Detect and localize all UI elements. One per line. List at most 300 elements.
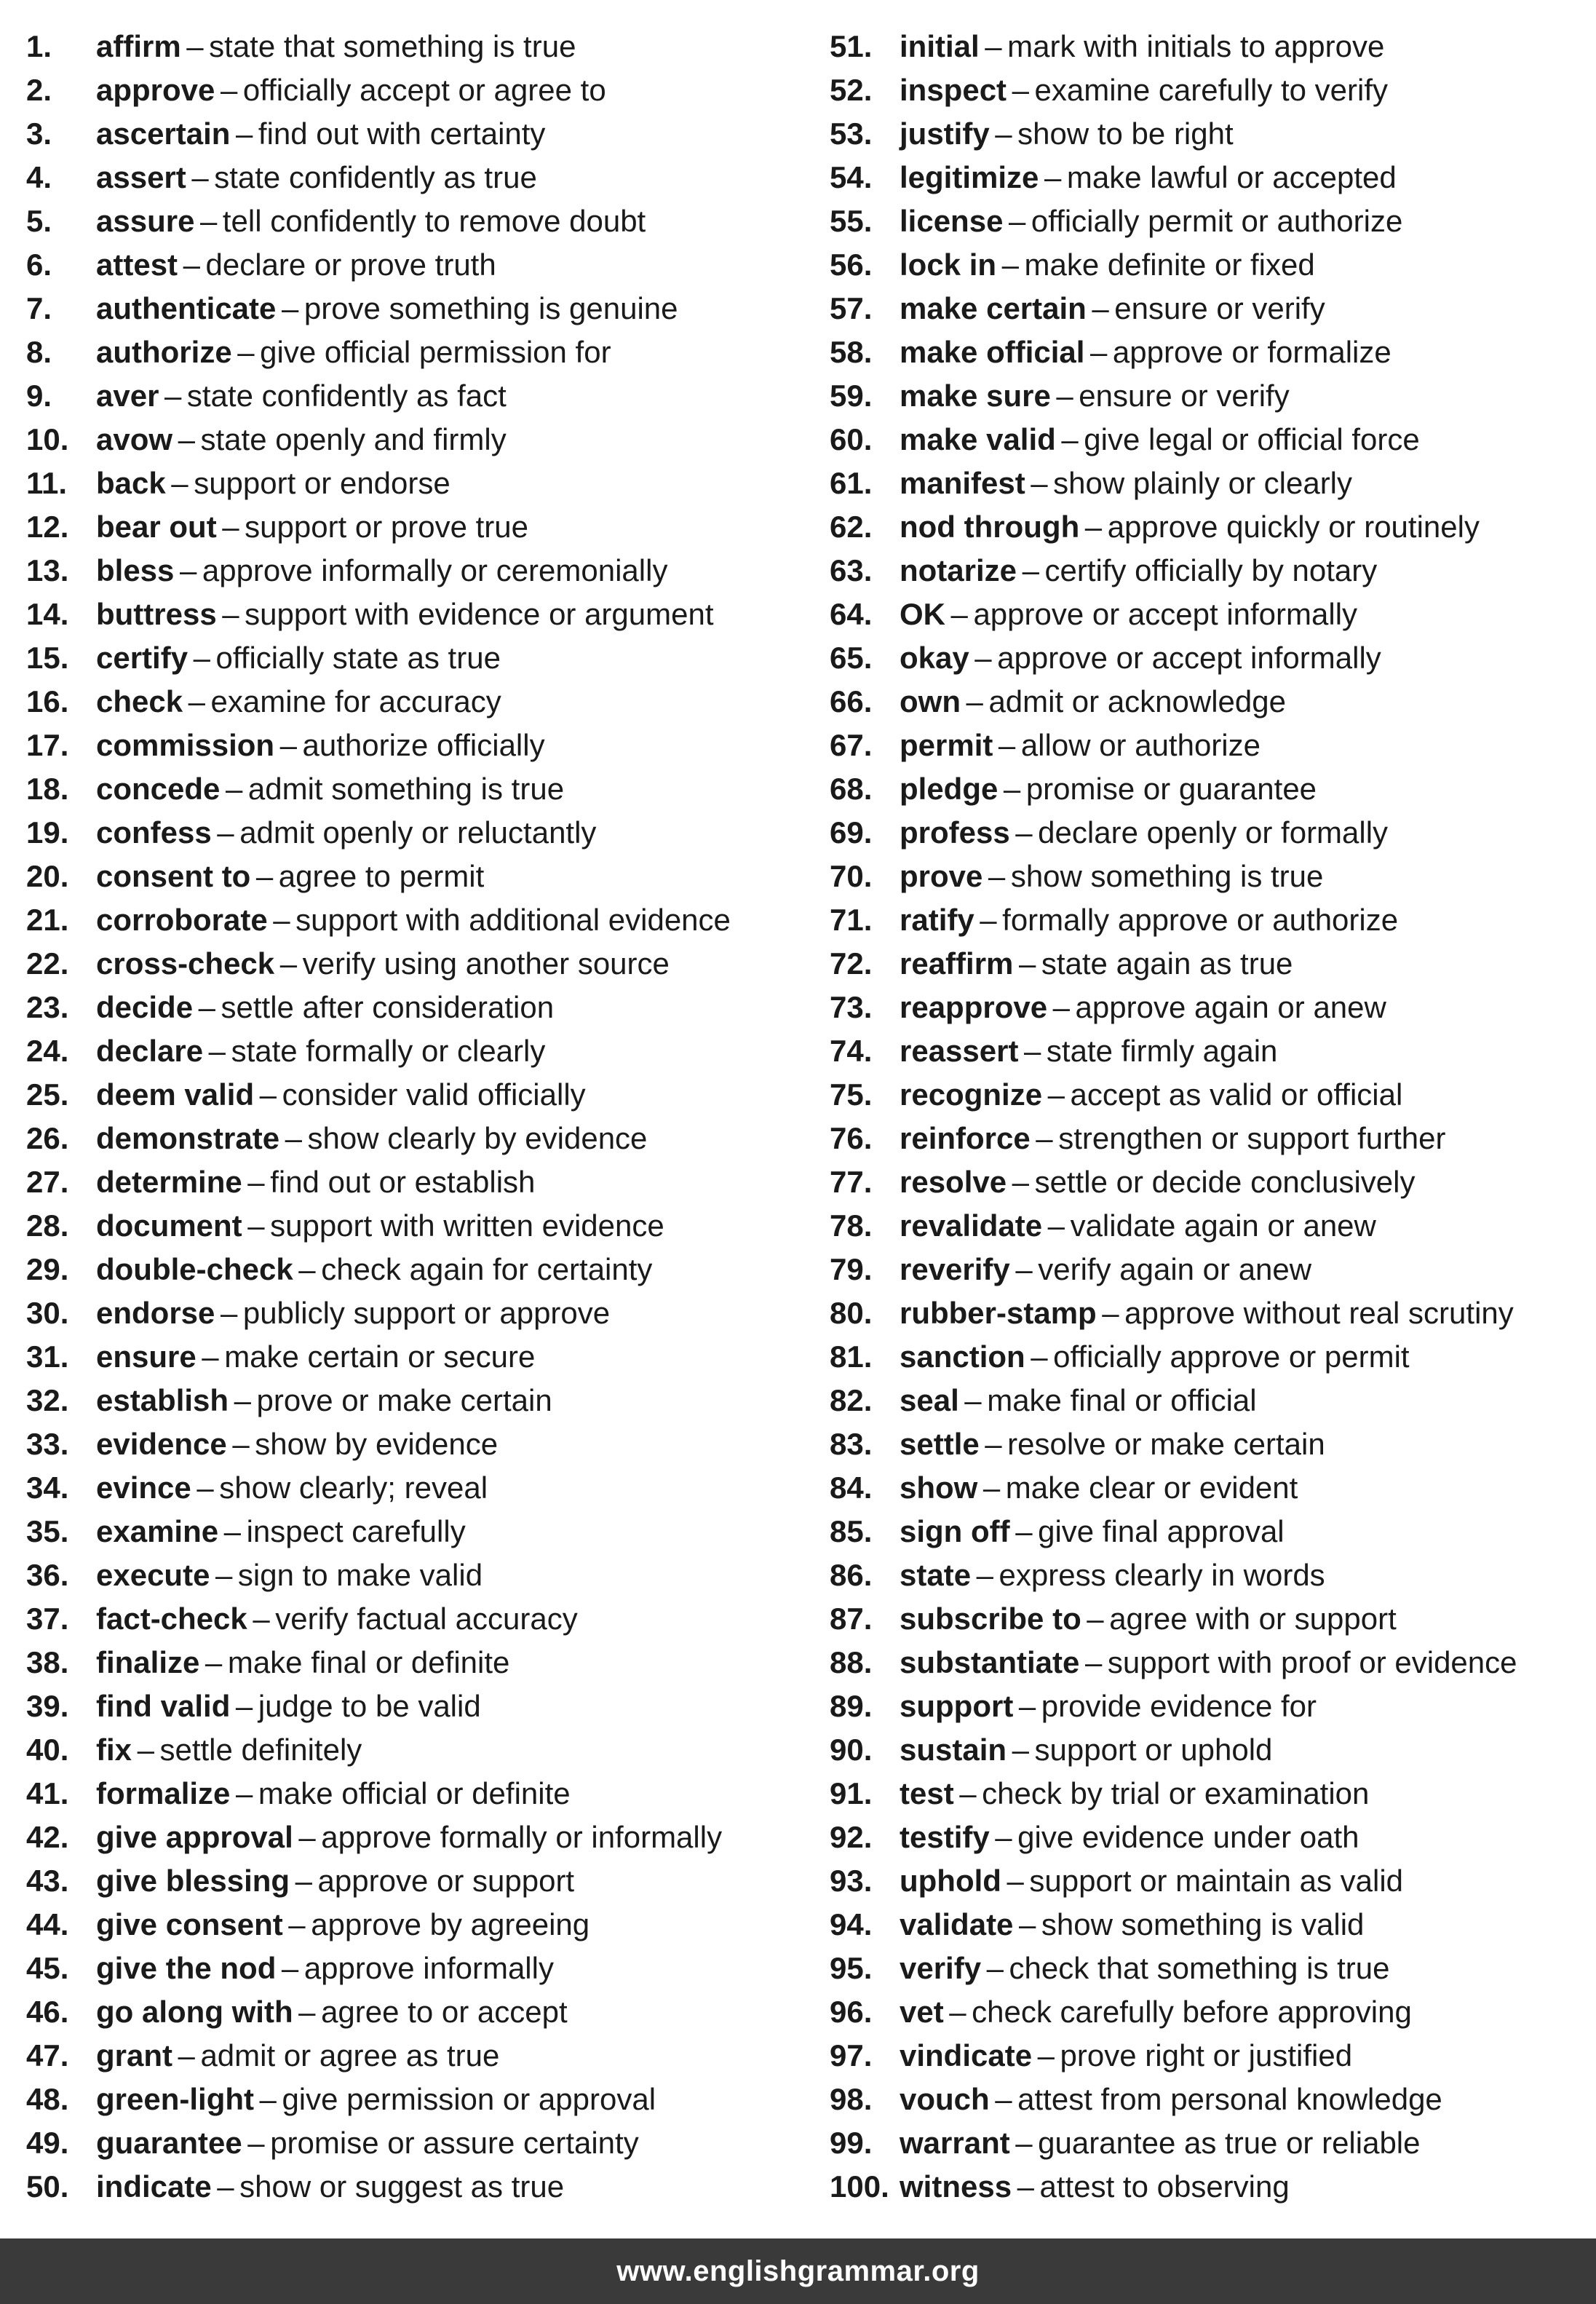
item-number: 74. xyxy=(830,1034,873,1068)
item-term: certify xyxy=(96,641,188,675)
item-number: 71. xyxy=(830,903,873,937)
item-body xyxy=(96,1117,647,1160)
item-number: 39. xyxy=(26,1689,69,1723)
item-body xyxy=(900,418,1420,462)
list-item xyxy=(830,199,1596,243)
item-term: give approval xyxy=(96,1820,293,1854)
item-definition: attest to observing xyxy=(1039,2169,1290,2204)
item-term: notarize xyxy=(900,553,1017,587)
item-body xyxy=(96,1204,664,1248)
item-definition: approve again or anew xyxy=(1075,990,1386,1024)
item-definition: show plainly or clearly xyxy=(1053,466,1353,500)
item-term: bear out xyxy=(96,510,217,544)
item-definition: show by evidence xyxy=(255,1427,499,1461)
item-term: formalize xyxy=(96,1776,231,1810)
item-number: 19. xyxy=(26,815,69,850)
item-term: nod through xyxy=(900,510,1080,544)
item-term: assure xyxy=(96,204,195,238)
item-definition: ensure or verify xyxy=(1114,291,1325,325)
item-definition: make lawful or accepted xyxy=(1066,160,1397,194)
item-number: 83. xyxy=(830,1427,873,1461)
item-separator: – xyxy=(215,1558,233,1592)
item-separator: – xyxy=(1022,553,1039,587)
item-term: own xyxy=(900,684,961,718)
item-separator: – xyxy=(1084,1645,1103,1679)
item-body xyxy=(900,1947,1389,1990)
item-number: 51. xyxy=(830,29,873,63)
item-term: rubber-stamp xyxy=(900,1296,1097,1330)
list-item xyxy=(830,898,1596,942)
item-body xyxy=(900,1816,1359,1859)
item-separator: – xyxy=(1001,248,1019,282)
item-term: evidence xyxy=(96,1427,227,1461)
item-separator: – xyxy=(298,1820,316,1854)
list-item xyxy=(830,418,1596,462)
item-term: grant xyxy=(96,2038,172,2073)
item-body xyxy=(96,1816,722,1859)
item-number: 66. xyxy=(830,684,873,718)
item-separator: – xyxy=(259,1077,277,1112)
item-number: 59. xyxy=(830,379,873,413)
item-body xyxy=(96,1947,554,1990)
item-number: 3. xyxy=(26,116,52,151)
item-number: 44. xyxy=(26,1907,69,1941)
list-item xyxy=(26,1990,812,2034)
list-item xyxy=(830,2165,1596,2209)
item-number: 49. xyxy=(26,2126,69,2160)
item-term: examine xyxy=(96,1514,219,1548)
item-body xyxy=(96,1291,610,1335)
item-body xyxy=(96,1685,481,1728)
item-term: reaffirm xyxy=(900,946,1014,981)
item-separator: – xyxy=(285,1121,302,1155)
item-body xyxy=(900,1859,1403,1903)
item-number: 79. xyxy=(830,1252,873,1286)
item-body xyxy=(96,287,678,330)
item-number: 36. xyxy=(26,1558,69,1592)
list-item xyxy=(26,243,812,287)
item-number: 97. xyxy=(830,2038,873,2073)
item-definition: admit something is true xyxy=(247,772,565,806)
item-definition: publicly support or approve xyxy=(242,1296,611,1330)
item-separator: – xyxy=(247,1165,265,1199)
item-term: reinforce xyxy=(900,1121,1031,1155)
item-term: attest xyxy=(96,248,178,282)
item-term: make valid xyxy=(900,422,1056,456)
item-number: 99. xyxy=(830,2126,873,2160)
item-term: find valid xyxy=(96,1689,231,1723)
list-item xyxy=(830,243,1596,287)
item-number: 20. xyxy=(26,859,69,893)
item-separator: – xyxy=(1087,1602,1104,1636)
item-separator: – xyxy=(1015,1252,1033,1286)
item-number: 95. xyxy=(830,1951,873,1985)
item-term: sanction xyxy=(900,1339,1025,1374)
item-separator: – xyxy=(1061,422,1079,456)
item-body xyxy=(96,986,554,1029)
item-definition: strengthen or support further xyxy=(1058,1121,1446,1155)
item-body xyxy=(900,1117,1446,1160)
list-item xyxy=(830,1816,1596,1859)
item-body xyxy=(96,724,545,767)
item-separator: – xyxy=(985,1427,1002,1461)
item-separator: – xyxy=(995,116,1012,151)
item-number: 23. xyxy=(26,990,69,1024)
item-definition: prove or make certain xyxy=(256,1383,552,1417)
item-term: OK xyxy=(900,597,945,631)
item-separator: – xyxy=(1090,335,1108,369)
item-body xyxy=(900,68,1388,112)
list-item xyxy=(26,1772,812,1816)
item-term: legitimize xyxy=(900,160,1039,194)
list-item xyxy=(26,593,812,636)
item-body xyxy=(900,1772,1369,1816)
item-term: aver xyxy=(96,379,159,413)
item-body xyxy=(96,636,501,680)
item-number: 40. xyxy=(26,1733,69,1767)
item-term: manifest xyxy=(900,466,1025,500)
item-number: 35. xyxy=(26,1514,69,1548)
item-definition: declare or prove truth xyxy=(205,248,496,282)
item-separator: – xyxy=(1084,510,1103,544)
list-item xyxy=(830,462,1596,505)
list-item xyxy=(26,68,812,112)
item-body xyxy=(96,1859,574,1903)
list-item xyxy=(26,199,812,243)
item-body xyxy=(900,1029,1277,1073)
item-term: confess xyxy=(96,815,212,850)
item-definition: approve informally or ceremonially xyxy=(202,553,668,587)
item-term: double-check xyxy=(96,1252,293,1286)
item-term: give consent xyxy=(96,1907,283,1941)
item-definition: state again as true xyxy=(1041,946,1293,981)
list-item xyxy=(26,1466,812,1510)
item-separator: – xyxy=(1017,2169,1034,2204)
list-item xyxy=(26,680,812,724)
list-item xyxy=(26,1117,812,1160)
list-item xyxy=(830,724,1596,767)
item-body xyxy=(900,1990,1412,2034)
item-definition: officially approve or permit xyxy=(1053,1339,1410,1374)
item-body xyxy=(96,549,667,593)
item-separator: – xyxy=(995,2082,1012,2116)
list-item xyxy=(830,1291,1596,1335)
item-separator: – xyxy=(220,1296,238,1330)
item-separator: – xyxy=(235,1776,253,1810)
item-definition: formally approve or authorize xyxy=(1002,903,1399,937)
item-term: warrant xyxy=(900,2126,1010,2160)
item-number: 29. xyxy=(26,1252,69,1286)
item-separator: – xyxy=(193,641,210,675)
list-item xyxy=(830,1117,1596,1160)
item-number: 100. xyxy=(830,2169,889,2204)
item-separator: – xyxy=(1056,379,1073,413)
item-body xyxy=(900,2165,1290,2209)
item-separator: – xyxy=(217,2169,234,2204)
item-term: authenticate xyxy=(96,291,277,325)
item-number: 87. xyxy=(830,1602,873,1636)
item-separator: – xyxy=(202,1339,219,1374)
item-definition: make final or definite xyxy=(227,1645,510,1679)
item-body xyxy=(96,1379,552,1422)
list-item xyxy=(26,855,812,898)
item-number: 27. xyxy=(26,1165,69,1199)
item-separator: – xyxy=(198,990,215,1024)
item-term: reapprove xyxy=(900,990,1048,1024)
item-number: 33. xyxy=(26,1427,69,1461)
item-body xyxy=(96,811,596,855)
list-item xyxy=(26,2078,812,2121)
item-term: sustain xyxy=(900,1733,1007,1767)
item-body xyxy=(96,855,484,898)
item-separator: – xyxy=(247,2126,265,2160)
item-body xyxy=(96,25,576,68)
item-definition: make clear or evident xyxy=(1005,1470,1298,1505)
item-definition: accept as valid or official xyxy=(1070,1077,1403,1112)
item-number: 6. xyxy=(26,248,52,282)
item-separator: – xyxy=(1018,1689,1036,1723)
list-item xyxy=(830,680,1596,724)
item-number: 9. xyxy=(26,379,52,413)
list-item xyxy=(830,1422,1596,1466)
list-item xyxy=(830,1073,1596,1117)
item-term: go along with xyxy=(96,1995,293,2029)
item-definition: verify factual accuracy xyxy=(275,1602,578,1636)
item-term: finalize xyxy=(96,1645,200,1679)
list-item xyxy=(830,1335,1596,1379)
item-term: testify xyxy=(900,1820,990,1854)
item-term: avow xyxy=(96,422,173,456)
item-term: cross-check xyxy=(96,946,275,981)
item-term: state xyxy=(900,1558,972,1592)
item-number: 60. xyxy=(830,422,873,456)
item-body xyxy=(900,1685,1317,1728)
item-number: 13. xyxy=(26,553,69,587)
item-number: 78. xyxy=(830,1208,873,1243)
item-definition: examine carefully to verify xyxy=(1034,73,1389,107)
item-separator: – xyxy=(1015,1514,1033,1548)
item-body xyxy=(96,680,501,724)
item-term: support xyxy=(900,1689,1014,1723)
item-body xyxy=(900,1903,1364,1947)
list-item xyxy=(26,330,812,374)
item-term: pledge xyxy=(900,772,999,806)
item-term: inspect xyxy=(900,73,1007,107)
item-definition: show clearly by evidence xyxy=(307,1121,648,1155)
item-definition: give official permission for xyxy=(260,335,611,369)
item-number: 46. xyxy=(26,1995,69,2029)
item-term: lock in xyxy=(900,248,997,282)
list-item xyxy=(830,1510,1596,1553)
item-separator: – xyxy=(1047,1208,1065,1243)
item-number: 86. xyxy=(830,1558,873,1592)
list-item xyxy=(26,1379,812,1422)
item-definition: state that something is true xyxy=(209,29,576,63)
item-separator: – xyxy=(273,903,290,937)
list-item xyxy=(830,1947,1596,1990)
item-body xyxy=(900,1422,1325,1466)
item-term: document xyxy=(96,1208,242,1243)
item-definition: tell confidently to remove doubt xyxy=(222,204,646,238)
item-definition: judge to be valid xyxy=(258,1689,481,1723)
item-body xyxy=(96,1990,568,2034)
list-item xyxy=(830,1859,1596,1903)
item-separator: – xyxy=(253,1602,270,1636)
item-definition: approve informally xyxy=(303,1951,554,1985)
item-definition: find out or establish xyxy=(270,1165,536,1199)
list-item xyxy=(830,593,1596,636)
list-item xyxy=(830,986,1596,1029)
item-body xyxy=(96,418,507,462)
list-item xyxy=(830,68,1596,112)
item-number: 50. xyxy=(26,2169,69,2204)
item-separator: – xyxy=(1092,291,1109,325)
item-separator: – xyxy=(178,2038,195,2073)
item-separator: – xyxy=(966,684,983,718)
item-number: 24. xyxy=(26,1034,69,1068)
list-item xyxy=(830,1641,1596,1685)
item-separator: – xyxy=(1008,204,1026,238)
item-body xyxy=(96,156,537,199)
item-definition: authorize officially xyxy=(302,728,545,762)
item-term: revalidate xyxy=(900,1208,1043,1243)
list-item xyxy=(26,287,812,330)
item-separator: – xyxy=(985,29,1002,63)
item-term: give blessing xyxy=(96,1864,290,1898)
item-number: 45. xyxy=(26,1951,69,1985)
item-separator: – xyxy=(186,29,204,63)
item-definition: approve without real scrutiny xyxy=(1124,1296,1514,1330)
item-term: give the nod xyxy=(96,1951,277,1985)
item-body xyxy=(900,199,1402,243)
item-number: 61. xyxy=(830,466,873,500)
item-separator: – xyxy=(232,1427,250,1461)
item-body xyxy=(96,767,564,811)
item-definition: approve or accept informally xyxy=(997,641,1381,675)
item-term: test xyxy=(900,1776,954,1810)
item-separator: – xyxy=(1047,1077,1065,1112)
item-number: 58. xyxy=(830,335,873,369)
list-item xyxy=(830,1685,1596,1728)
item-number: 76. xyxy=(830,1121,873,1155)
item-term: guarantee xyxy=(96,2126,242,2160)
item-number: 91. xyxy=(830,1776,873,1810)
item-separator: – xyxy=(225,772,243,806)
item-definition: show to be right xyxy=(1017,116,1234,151)
item-term: deem valid xyxy=(96,1077,255,1112)
list-item xyxy=(830,1597,1596,1641)
item-number: 62. xyxy=(830,510,873,544)
item-body xyxy=(900,1553,1325,1597)
item-body xyxy=(900,636,1381,680)
item-body xyxy=(96,1553,483,1597)
item-definition: settle or decide conclusively xyxy=(1034,1165,1416,1199)
item-number: 98. xyxy=(830,2082,873,2116)
item-term: affirm xyxy=(96,29,181,63)
list-column-left xyxy=(26,25,812,2209)
item-body xyxy=(96,1641,509,1685)
list-item xyxy=(830,1728,1596,1772)
item-definition: make official or definite xyxy=(258,1776,571,1810)
list-item xyxy=(830,1204,1596,1248)
list-item xyxy=(26,2165,812,2209)
item-number: 14. xyxy=(26,597,69,631)
item-term: prove xyxy=(900,859,983,893)
item-separator: – xyxy=(179,553,197,587)
list-item xyxy=(830,1248,1596,1291)
item-number: 17. xyxy=(26,728,69,762)
item-body xyxy=(96,1160,535,1204)
footer-url[interactable]: www.englishgrammar.org xyxy=(616,2254,980,2287)
item-number: 18. xyxy=(26,772,69,806)
item-separator: – xyxy=(1018,946,1036,981)
item-separator: – xyxy=(986,1951,1004,1985)
item-term: indicate xyxy=(96,2169,212,2204)
list-item xyxy=(830,855,1596,898)
item-definition: verify using another source xyxy=(302,946,670,981)
item-body xyxy=(96,1422,498,1466)
list-item xyxy=(26,549,812,593)
item-separator: – xyxy=(288,1907,306,1941)
item-definition: officially accept or agree to xyxy=(242,73,606,107)
list-item xyxy=(26,1073,812,1117)
list-item xyxy=(830,2078,1596,2121)
item-definition: verify again or anew xyxy=(1038,1252,1312,1286)
item-term: declare xyxy=(96,1034,204,1068)
item-term: resolve xyxy=(900,1165,1007,1199)
item-number: 47. xyxy=(26,2038,69,2073)
list-item xyxy=(830,330,1596,374)
list-item xyxy=(26,1728,812,1772)
item-body xyxy=(96,68,606,112)
item-term: make sure xyxy=(900,379,1051,413)
item-body xyxy=(96,1772,571,1816)
item-separator: – xyxy=(949,1995,966,2029)
item-definition: approve quickly or routinely xyxy=(1107,510,1480,544)
item-separator: – xyxy=(217,815,234,850)
item-number: 72. xyxy=(830,946,873,981)
list-item xyxy=(26,1335,812,1379)
item-body xyxy=(96,2121,639,2165)
item-body xyxy=(900,1248,1311,1291)
item-number: 85. xyxy=(830,1514,873,1548)
item-term: uphold xyxy=(900,1864,1001,1898)
item-separator: – xyxy=(1024,1034,1041,1068)
list-item xyxy=(830,1553,1596,1597)
item-body xyxy=(900,724,1260,767)
item-term: determine xyxy=(96,1165,242,1199)
item-separator: – xyxy=(255,859,274,893)
item-separator: – xyxy=(982,1470,1001,1505)
list-item xyxy=(26,1903,812,1947)
item-number: 77. xyxy=(830,1165,873,1199)
item-term: approve xyxy=(96,73,215,107)
item-separator: – xyxy=(1015,815,1033,850)
item-body xyxy=(900,1641,1517,1685)
item-term: permit xyxy=(900,728,993,762)
item-number: 57. xyxy=(830,291,873,325)
item-term: substantiate xyxy=(900,1645,1080,1679)
item-separator: – xyxy=(1007,1864,1024,1898)
item-separator: – xyxy=(298,1252,316,1286)
item-separator: – xyxy=(1003,772,1021,806)
item-number: 1. xyxy=(26,29,52,63)
item-separator: – xyxy=(980,903,997,937)
item-definition: inspect carefully xyxy=(246,1514,466,1548)
item-definition: support with proof or evidence xyxy=(1107,1645,1517,1679)
item-definition: support with additional evidence xyxy=(295,903,731,937)
item-number: 81. xyxy=(830,1339,873,1374)
